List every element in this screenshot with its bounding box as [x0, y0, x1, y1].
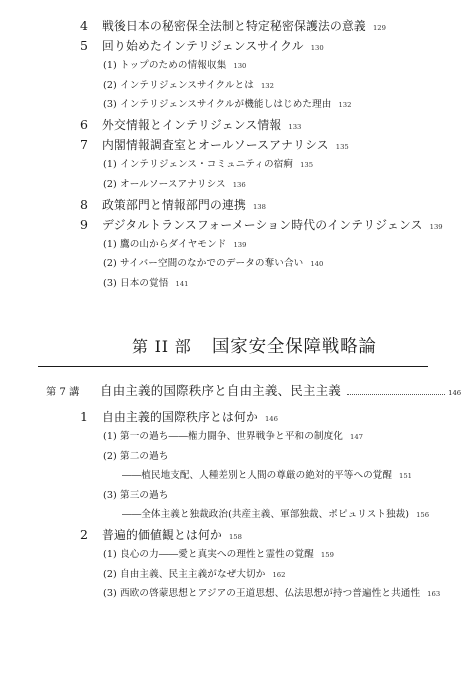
toc-heading-row[interactable]: [80, 196, 266, 213]
toc-heading-text: 内閣情報調査室とオールソースアナリシス: [102, 138, 329, 152]
toc-subitem-text: (2) オールソースアナリシス: [103, 178, 226, 190]
toc-subitem-text: (2) 第二の過ち: [103, 450, 169, 462]
toc-page-number: 140: [310, 260, 324, 268]
toc-heading-row[interactable]: [80, 136, 349, 153]
toc-heading-text: 普遍的価値観とは何か: [102, 528, 222, 542]
toc-page-number: 139: [429, 222, 443, 231]
part-label: 第 II 部: [132, 337, 192, 356]
toc-subitem-row[interactable]: [103, 487, 169, 501]
toc-subitem-text: (1) 良心の力――愛と真実への理性と霊性の覚醒: [103, 549, 314, 560]
toc-page-number: 130: [233, 62, 247, 70]
toc-subitem-row[interactable]: [103, 566, 285, 580]
toc-subitem-text: (3) 第三の過ち: [103, 489, 169, 501]
toc-subitem-text: (1) 鷹の山からダイヤモンド: [103, 238, 227, 250]
toc-continuation-text: ――全体主義と独裁政治(共産主義、軍部独裁、ポピュリスト独裁): [122, 509, 410, 520]
toc-page-number: 132: [338, 101, 352, 109]
toc-heading-text: デジタルトランスフォーメーション時代のインテリジェンス: [102, 217, 423, 232]
toc-page-number: 158: [228, 533, 242, 541]
toc-heading-number: 5: [80, 38, 88, 53]
toc-page-number: 135: [335, 143, 349, 151]
toc-page-number: 146: [264, 415, 278, 423]
toc-heading-number: 9: [80, 216, 88, 232]
toc-subitem-row[interactable]: [103, 448, 169, 462]
toc-subitem-row[interactable]: [103, 236, 246, 250]
toc-subitem-text: (2) 自由主義、民主主義がなぜ大切か: [103, 568, 266, 580]
toc-subitem-text: (2) インテリジェンスサイクルとは: [103, 79, 254, 91]
toc-subitem-row[interactable]: [103, 585, 440, 599]
toc-continuation-text: ――植民地支配、人種差別と人間の尊厳の絶対的平等への覚醒: [122, 470, 393, 481]
toc-continuation-row[interactable]: [122, 467, 412, 481]
toc-heading-row[interactable]: [80, 408, 278, 425]
toc-page-number: 156: [416, 511, 430, 519]
lecture-row[interactable]: [46, 381, 461, 399]
toc-heading-text: 政策部門と情報部門の連携: [102, 197, 246, 212]
toc-heading-text: 戦後日本の秘密保全法制と特定秘密保護法の意義: [102, 19, 366, 33]
toc-page-number: 147: [350, 433, 363, 441]
toc-page-number: 132: [260, 81, 274, 90]
toc-page-number: 162: [272, 570, 286, 579]
toc-subitem-text: (2) サイバー空間のなかでのデータの奪い合い: [103, 258, 304, 269]
dot-leader: [347, 394, 445, 395]
toc-heading-number: 1: [80, 409, 88, 424]
toc-heading-row[interactable]: [80, 526, 242, 543]
lecture-title: 自由主義的国際秩序と自由主義、民主主義: [100, 383, 342, 398]
toc-subitem-text: (3) 西欧の啓蒙思想とアジアの王道思想、仏法思想が持つ普遍性と共通性: [103, 588, 421, 599]
toc-subitem-row[interactable]: [103, 57, 246, 71]
toc-subitem-text: (1) トップのための情報収集: [103, 60, 227, 71]
toc-subitem-text: (3) 日本の覚悟: [103, 277, 169, 289]
toc-subitem-row[interactable]: [103, 275, 189, 289]
toc-heading-number: 2: [80, 527, 88, 542]
toc-page-number: 141: [175, 279, 189, 288]
toc-subitem-row[interactable]: [103, 255, 323, 269]
divider-rule: [38, 366, 428, 367]
toc-page-number: 130: [310, 44, 324, 52]
toc-page-number: 139: [233, 240, 247, 249]
toc-continuation-row[interactable]: [122, 506, 429, 520]
toc-page-number: 135: [300, 161, 314, 169]
toc-heading-text: 外交情報とインテリジェンス情報: [102, 118, 282, 132]
toc-heading-number: 8: [80, 196, 88, 212]
toc-heading-row[interactable]: [80, 216, 443, 233]
toc-subitem-text: (3) インテリジェンスサイクルが機能しはじめた理由: [103, 99, 332, 110]
lecture-label: 第 7 講: [46, 387, 80, 398]
toc-heading-number: 6: [80, 117, 88, 132]
part-title: 国家安全保障戦略論: [212, 337, 377, 357]
toc-heading-row[interactable]: [80, 37, 324, 54]
part-heading: [132, 333, 377, 358]
toc-subitem-row[interactable]: [103, 77, 274, 91]
toc-heading-row[interactable]: [80, 17, 386, 34]
toc-heading-text: 回り始めたインテリジェンスサイクル: [102, 39, 304, 53]
toc-subitem-row[interactable]: [103, 176, 246, 190]
toc-subitem-text: (1) 第一の過ち――権力闘争、世界戦争と平和の制度化: [103, 431, 343, 442]
toc-subitem-row[interactable]: [103, 156, 313, 170]
toc-page-number: 133: [288, 123, 302, 131]
toc-heading-row[interactable]: [80, 116, 301, 133]
toc-subitem-row[interactable]: [103, 96, 351, 110]
toc-page-number: 159: [320, 551, 334, 559]
toc-page-number: 151: [399, 472, 413, 480]
toc-heading-text: 自由主義的国際秩序とは何か: [102, 410, 258, 424]
toc-subitem-row[interactable]: [103, 428, 363, 442]
toc-page-number: 129: [372, 24, 386, 32]
toc-page-number: 138: [252, 202, 266, 211]
toc-heading-number: 4: [80, 18, 88, 33]
lecture-page: 146: [448, 389, 462, 397]
toc-subitem-row[interactable]: [103, 546, 334, 560]
toc-page-number: 163: [427, 590, 441, 598]
toc-subitem-text: (1) インテリジェンス・コミュニティの宿痾: [103, 159, 294, 170]
toc-heading-number: 7: [80, 137, 88, 152]
toc-page-number: 136: [232, 180, 246, 189]
